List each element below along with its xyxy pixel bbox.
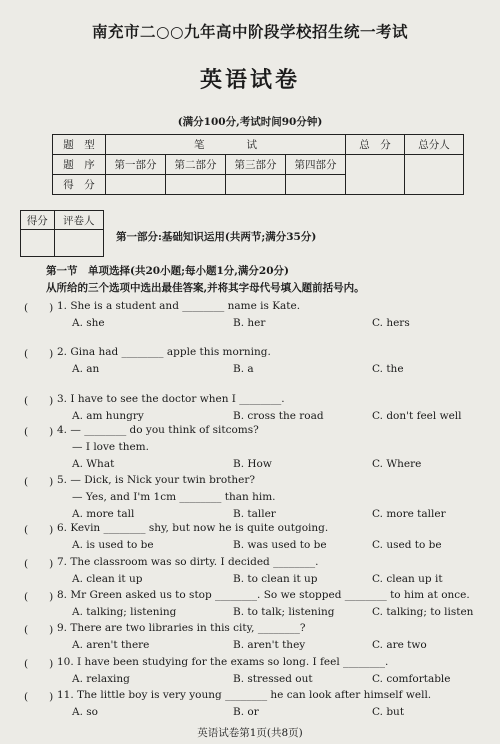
- answer-option: B. stressed out: [233, 673, 313, 685]
- section1-heading: 第一节 单项选择(共20小题;每小题1分,满分20分): [46, 265, 289, 277]
- scorer-box-score-label: 得分: [21, 211, 55, 230]
- score-table-cell: 总 分: [346, 135, 405, 155]
- answer-option: C. clean up it: [372, 573, 443, 585]
- answer-bracket[interactable]: ( ): [24, 426, 54, 438]
- score-table-cell: 题 型: [53, 135, 106, 155]
- score-table-cell: 第一部分: [106, 155, 166, 175]
- exam-note: (满分100分,考试时间90分钟): [177, 116, 323, 128]
- score-table-cell: [286, 175, 346, 195]
- answer-option: C. Where: [372, 458, 422, 470]
- answer-option: C. the: [372, 363, 404, 375]
- page-footer: 英语试卷第1页(共8页): [197, 727, 303, 739]
- answer-option: B. cross the road: [233, 410, 324, 422]
- section1-instruction: 从所给的三个选项中选出最佳答案,并将其字母代号填入题前括号内。: [46, 282, 365, 294]
- answer-bracket[interactable]: ( ): [24, 658, 54, 670]
- answer-bracket[interactable]: ( ): [24, 591, 54, 603]
- answer-option: C. more taller: [372, 508, 446, 520]
- answer-option: B. to talk; listening: [233, 606, 335, 618]
- scorer-box-cell: [54, 230, 104, 257]
- score-table-cell: 第四部分: [286, 155, 346, 175]
- question-stem: 5. — Dick, is Nick your twin brother?: [57, 474, 256, 486]
- answer-option: A. so: [72, 706, 98, 718]
- answer-option: C. comfortable: [372, 673, 451, 685]
- answer-bracket[interactable]: ( ): [24, 476, 54, 488]
- answer-bracket[interactable]: ( ): [24, 524, 54, 536]
- score-table-cell: [346, 155, 405, 195]
- score-table-cell: [166, 175, 226, 195]
- score-table-cell: 得 分: [53, 175, 106, 195]
- score-table-cell: [405, 155, 464, 195]
- answer-option: B. to clean it up: [233, 573, 318, 585]
- answer-option: C. are two: [372, 639, 427, 651]
- answer-option: C. but: [372, 706, 405, 718]
- answer-option: B. or: [233, 706, 259, 718]
- answer-bracket[interactable]: ( ): [24, 348, 54, 360]
- question-dialogue-line: — Yes, and I'm 1cm ________ than him.: [72, 491, 276, 503]
- score-table-cell: 第三部分: [226, 155, 286, 175]
- answer-option: A. relaxing: [72, 673, 130, 685]
- answer-option: A. more tall: [72, 508, 135, 520]
- score-table-cell: 第二部分: [166, 155, 226, 175]
- score-table-row: [53, 155, 464, 175]
- answer-option: A. she: [72, 317, 105, 329]
- score-table-row: [53, 135, 464, 155]
- answer-bracket[interactable]: ( ): [24, 395, 54, 407]
- answer-option: B. was used to be: [233, 539, 327, 551]
- question-stem: 7. The classroom was so dirty. I decided ________.: [57, 556, 319, 568]
- answer-option: A. am hungry: [72, 410, 144, 422]
- question-stem: 4. — ________ do you think of sitcoms?: [57, 424, 259, 436]
- score-table-cell: [226, 175, 286, 195]
- answer-option: A. clean it up: [72, 573, 143, 585]
- score-table-cell: 笔 试: [106, 135, 346, 155]
- part1-heading: 第一部分:基础知识运用(共两节;满分35分): [116, 231, 317, 243]
- answer-bracket[interactable]: ( ): [24, 302, 54, 314]
- question-stem: 9. There are two libraries in this city, ________?: [57, 622, 306, 634]
- answer-option: A. aren't there: [72, 639, 150, 651]
- answer-bracket[interactable]: ( ): [24, 624, 54, 636]
- answer-option: C. don't feel well: [372, 410, 462, 422]
- question-stem: 10. I have been studying for the exams so long. I feel ________.: [57, 656, 389, 668]
- scorer-box-grader-label: 评卷人: [54, 211, 104, 230]
- answer-option: B. aren't they: [233, 639, 306, 651]
- question-dialogue-line: — I love them.: [72, 441, 149, 453]
- score-table-cell: 题 序: [53, 155, 106, 175]
- question-stem: 1. She is a student and ________ name is Kate.: [57, 300, 301, 312]
- question-stem: 11. The little boy is very young ________ he can look after himself well.: [57, 689, 432, 701]
- scorer-box-cell: [21, 230, 55, 257]
- score-table-cell: 总分人: [405, 135, 464, 155]
- score-table-cell: [106, 175, 166, 195]
- answer-option: B. taller: [233, 508, 276, 520]
- answer-option: B. a: [233, 363, 254, 375]
- question-stem: 6. Kevin ________ shy, but now he is quite outgoing.: [57, 522, 329, 534]
- answer-option: C. used to be: [372, 539, 442, 551]
- question-stem: 3. I have to see the doctor when I ________.: [57, 393, 285, 405]
- answer-option: A. What: [72, 458, 115, 470]
- score-table: [52, 134, 464, 195]
- answer-option: C. hers: [372, 317, 410, 329]
- answer-option: B. her: [233, 317, 266, 329]
- exam-title: 南充市二○○九年高中阶段学校招生统一考试: [91, 22, 409, 41]
- question-stem: 8. Mr Green asked us to stop ________. So we stopped ________ to him at once.: [57, 589, 470, 601]
- scorer-box: [20, 210, 104, 257]
- exam-subtitle: 英语试卷: [199, 67, 300, 93]
- answer-option: B. How: [233, 458, 272, 470]
- answer-option: A. an: [72, 363, 100, 375]
- answer-option: A. talking; listening: [72, 606, 177, 618]
- answer-bracket[interactable]: ( ): [24, 558, 54, 570]
- question-stem: 2. Gina had ________ apple this morning.: [57, 346, 271, 358]
- answer-bracket[interactable]: ( ): [24, 691, 54, 703]
- answer-option: A. is used to be: [72, 539, 154, 551]
- answer-option: C. talking; to listen: [372, 606, 474, 618]
